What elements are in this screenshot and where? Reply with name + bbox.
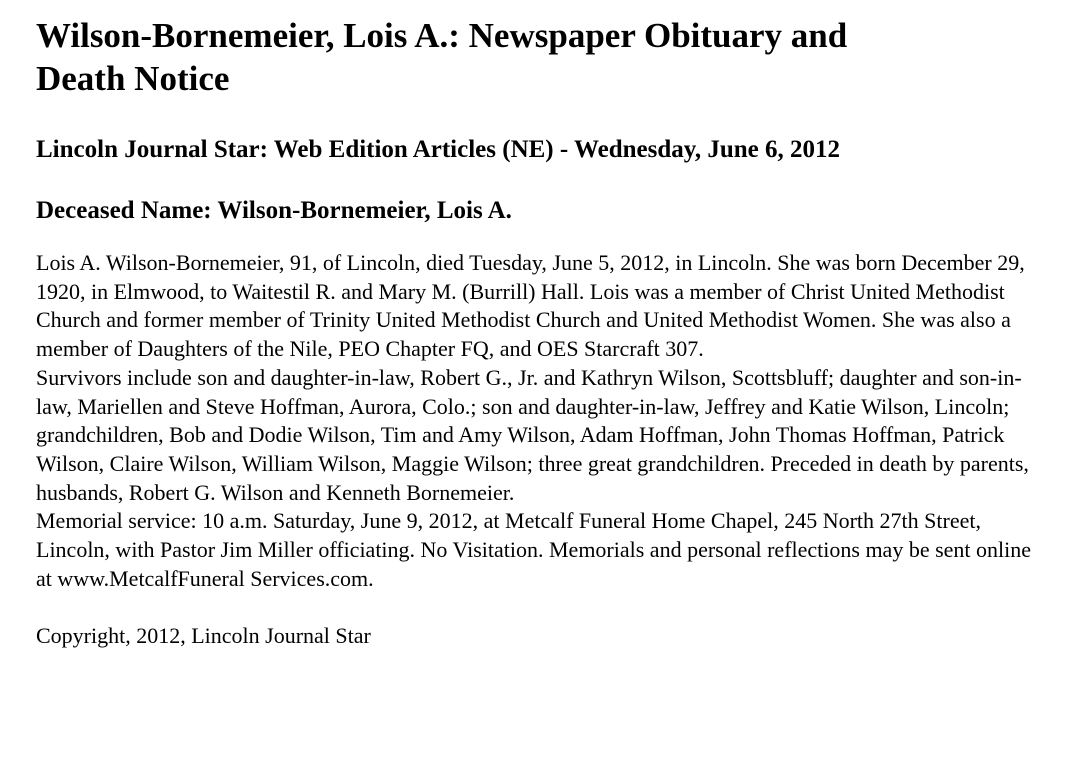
memorial-service-paragraph: Memorial service: 10 a.m. Saturday, June 9, 2012, at Metcalf Funeral Home Chapel, 245 North 27th Street, Lincoln, with Pastor Jim Miller officiating. No Visitation. Memorials and personal reflections may be sent online at www.MetcalfFuneral Services.com. [36, 508, 1032, 591]
deceased-name-heading: Deceased Name: Wilson-Bornemeier, Lois A. [36, 197, 512, 224]
page-title: Wilson-Bornemeier, Lois A.: Newspaper Obituary and Death Notice [36, 16, 848, 98]
publication-heading: Lincoln Journal Star: Web Edition Articles (NE) - Wednesday, June 6, 2012 [36, 136, 841, 163]
copyright-notice: Copyright, 2012, Lincoln Journal Star [36, 623, 371, 649]
survivors-paragraph: Survivors include son and daughter-in-law, Robert G., Jr. and Kathryn Wilson, Scottsbluff; daughter and son-in-law, Mariellen and Steve Hoffman, Aurora, Colo.; son and daughter-in-law, Jeffrey and Katie Wilson, Lincoln; grandchildren, Bob and Dodie Wilson, Tim and Amy Wilson, Adam Hoffman, John Thomas Hoffman, Patrick Wilson, Claire Wilson, William Wilson, Maggie Wilson; three great grandchildren. Preceded in death by parents, husbands, Robert G. Wilson and Kenneth Bornemeier. [36, 364, 1029, 505]
obituary-body [36, 249, 1036, 593]
biography-paragraph: Lois A. Wilson-Bornemeier, 91, of Lincoln, died Tuesday, June 5, 2012, in Lincoln. She was born December 29, 1920, in Elmwood, to Waitestil R. and Mary M. (Burrill) Hall. Lois was a member of Christ United Methodist Church and former member of Trinity United Methodist Church and United Methodist Women. She was also a member of Daughters of the Nile, PEO Chapter FQ, and OES Starcraft 307. [36, 250, 1025, 362]
